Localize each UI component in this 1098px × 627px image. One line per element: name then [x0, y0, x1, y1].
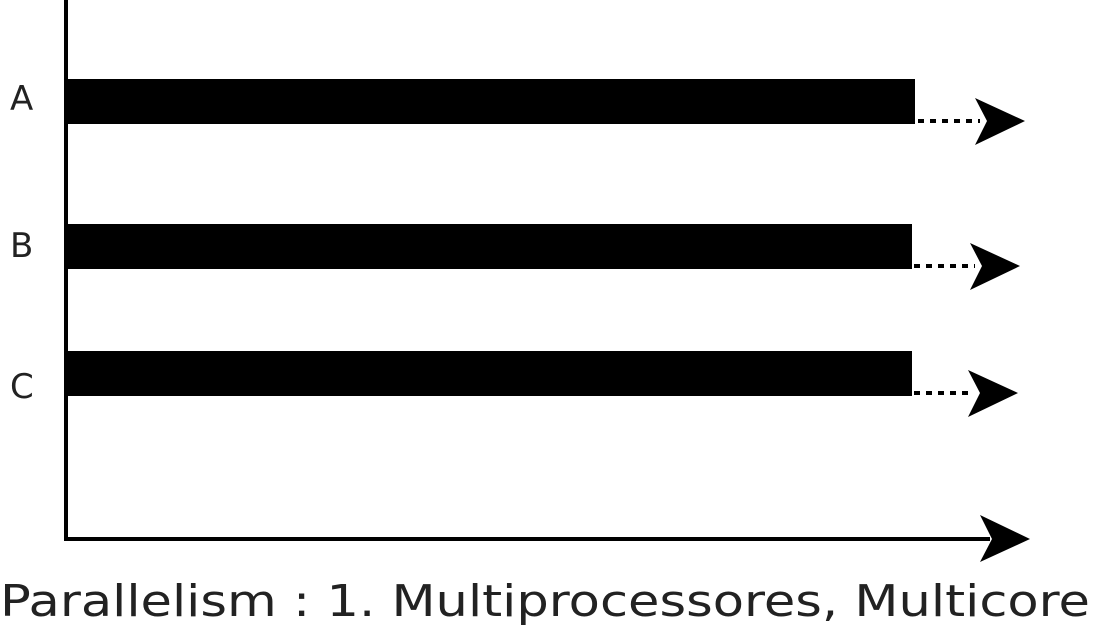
task-bar-b [66, 224, 912, 269]
task-bar-a [66, 79, 915, 124]
task-row-b [10, 224, 1020, 290]
task-row-c [10, 351, 1018, 417]
task-label-b: B [10, 226, 34, 266]
task-bar-c [66, 351, 912, 396]
task-row-a [10, 79, 1025, 145]
task-label-c: C [10, 367, 34, 407]
task-label-a: A [10, 79, 34, 119]
continuation-arrow-c [968, 370, 1018, 417]
continuation-arrow-b [970, 243, 1020, 290]
diagram-caption: Parallelism : 1. Multiprocessores, Multicore [0, 576, 1090, 627]
continuation-arrow-a [975, 98, 1025, 145]
